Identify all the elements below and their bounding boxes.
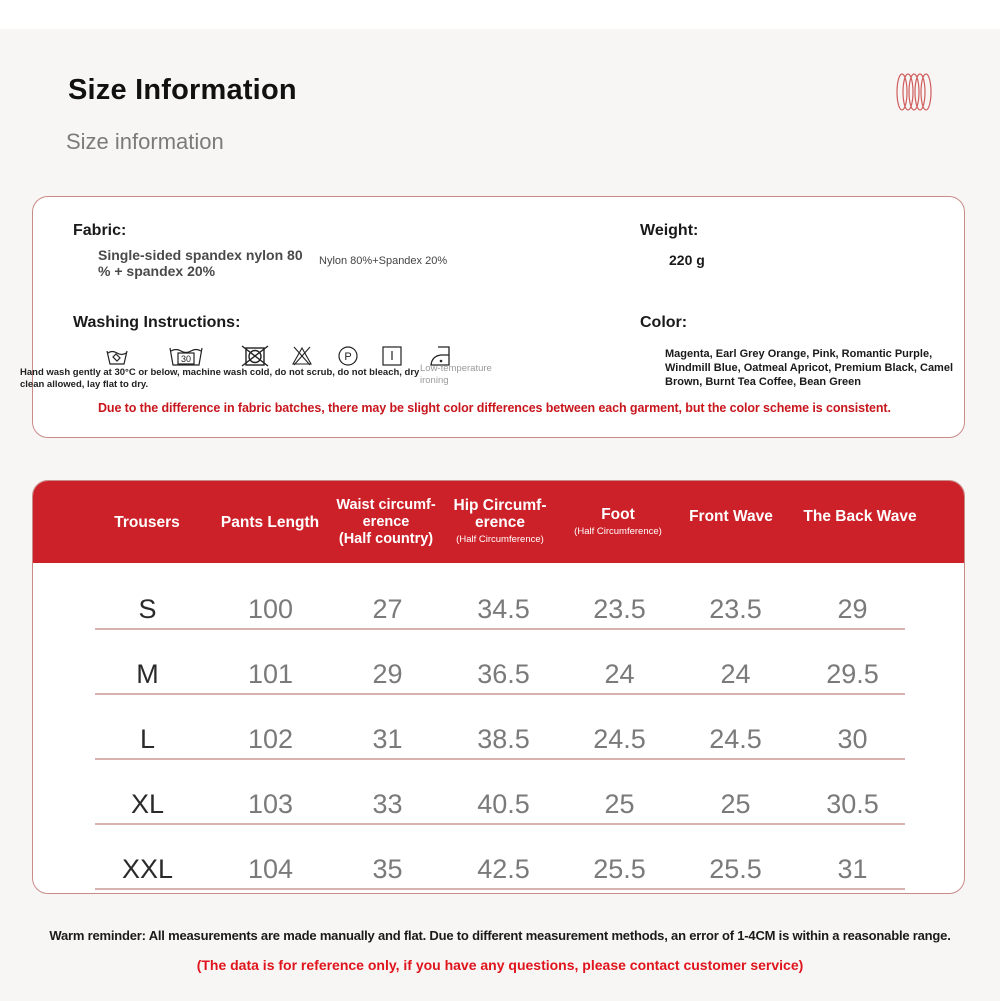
machine-wash-30-icon (168, 345, 204, 367)
header-waist: Waist circumf-erence (Half country) (336, 496, 436, 547)
do-not-tumble-dry-icon (240, 345, 270, 367)
table-cell: 36.5 (477, 659, 530, 689)
weight-value: 220 g (669, 252, 705, 268)
table-cell: 31 (837, 854, 868, 884)
table-cell: 29 (372, 659, 403, 689)
size-info-page (0, 29, 1000, 1001)
page-subtitle: Size information (66, 129, 224, 154)
size-cell: L (139, 724, 156, 754)
table-cell: 104 (247, 854, 294, 884)
table-cell: 40.5 (477, 789, 530, 819)
reference-note: (The data is for reference only, if you have any questions, please contact customer service) (196, 957, 804, 973)
table-cell: 23.5 (709, 594, 762, 624)
table-cell: 101 (247, 659, 294, 689)
fabric-info-card (20, 196, 965, 438)
size-cell: XL (130, 789, 165, 819)
table-row (95, 760, 905, 825)
do-not-bleach-icon (291, 345, 313, 367)
weight-label: Weight: (640, 222, 699, 239)
table-row (95, 565, 905, 630)
color-value: Magenta, Earl Grey Orange, Pink, Romantic Purple, Windmill Blue, Oatmeal Apricot, Premium Black, Camel Brown, Burnt Tea Coffee, Bean Green (665, 348, 954, 388)
size-cell: M (136, 659, 159, 689)
table-cell: 34.5 (477, 594, 530, 624)
ironing-text: Low-temperature ironing (420, 363, 492, 386)
table-cell: 24 (604, 659, 635, 689)
table-cell: 29 (837, 594, 868, 624)
table-cell: 25 (604, 789, 635, 819)
header-trousers: Trousers (114, 513, 180, 531)
rings-icon (893, 71, 935, 113)
table-cell: 103 (247, 789, 294, 819)
svg-text:30: 30 (180, 354, 192, 364)
table-cell: 30 (837, 724, 868, 754)
lay-flat-dry-icon (381, 345, 403, 367)
table-cell: 100 (247, 594, 294, 624)
dry-clean-p-icon (337, 345, 359, 367)
hand-wash-icon (105, 345, 129, 367)
table-cell: 38.5 (477, 724, 530, 754)
fabric-value: Single-sided spandex nylon 80 % + spandex 20% (98, 247, 303, 279)
table-cell: 25 (720, 789, 751, 819)
table-cell: 102 (247, 724, 294, 754)
header-hip: Hip Circumf-erence (Half Circumference) (453, 497, 547, 545)
table-cell: 25.5 (709, 854, 762, 884)
measurement-reminder: Warm reminder: All measurements are made manually and flat. Due to different measurement methods, an error of 1-4CM is within a reasonable range. (49, 928, 951, 943)
table-row (95, 695, 905, 760)
table-row (95, 630, 905, 695)
table-cell: 24.5 (709, 724, 762, 754)
table-cell: 35 (372, 854, 403, 884)
color-label: Color: (640, 314, 688, 331)
page-title: Size Information (68, 74, 297, 106)
table-cell: 30.5 (826, 789, 879, 819)
table-cell: 24.5 (593, 724, 646, 754)
table-cell: 31 (372, 724, 403, 754)
washing-label: Washing Instructions: (73, 314, 241, 331)
header-back-wave: The Back Wave (803, 507, 917, 525)
header-front-wave: Front Wave (689, 507, 773, 525)
table-cell: 33 (372, 789, 403, 819)
table-cell: 42.5 (477, 854, 530, 884)
washing-instructions-text: Hand wash gently at 30°C or below, machine wash cold, do not scrub, do not bleach, dry clean allowed, lay flat to dry. (20, 367, 420, 390)
fabric-label: Fabric: (73, 222, 127, 239)
table-cell: 24 (720, 659, 751, 689)
table-row (95, 825, 905, 890)
header-foot: Foot (Half Circumference) (574, 505, 662, 537)
size-cell: S (138, 594, 157, 624)
batch-color-note: Due to the difference in fabric batches, there may be slight color differences between each garment, but the color scheme is consistent. (98, 401, 891, 415)
table-cell: 29.5 (826, 659, 879, 689)
table-cell: 25.5 (593, 854, 646, 884)
table-cell: 27 (372, 594, 403, 624)
table-cell: 23.5 (593, 594, 646, 624)
size-cell: XXL (121, 854, 174, 884)
svg-text:P: P (344, 351, 352, 363)
size-table (32, 480, 965, 894)
header-pants-length: Pants Length (220, 513, 320, 531)
fabric-alt-value: Nylon 80%+Spandex 20% (319, 255, 448, 267)
size-table-header (33, 481, 964, 563)
